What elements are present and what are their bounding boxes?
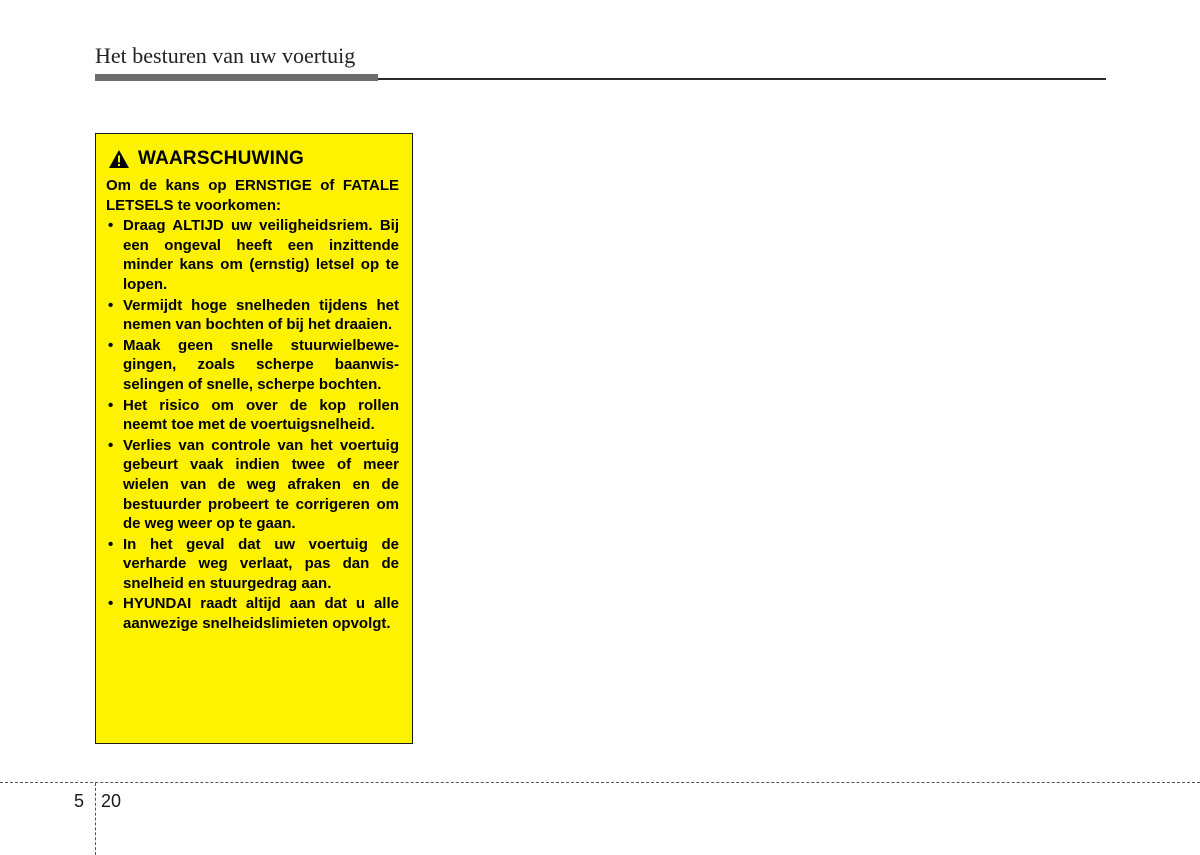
bullet-icon: • <box>108 296 114 314</box>
bullet-icon: • <box>108 595 114 613</box>
warning-title: WAARSCHUWING <box>138 148 304 169</box>
bullet-icon: • <box>108 436 114 454</box>
bullet-icon: • <box>108 217 114 235</box>
page-title: Het besturen van uw voertuig <box>95 43 356 68</box>
list-item <box>106 336 399 395</box>
list-item <box>106 594 399 633</box>
chapter-number: 5 <box>74 791 85 811</box>
list-item <box>106 296 399 335</box>
list-item-text: Maak geen snelle stuurwielbewegingen, zoals scherpe baanwisselingen of snelle, scherpe bochten. <box>123 336 399 393</box>
header-rule-thin <box>378 78 1106 80</box>
footer-dashed-divider <box>95 783 96 855</box>
list-item-text: Draag ALTIJD uw veiligheidsriem. Bij een ongeval heeft een inzittende minder kans om (ernstig) letsel op te lopen. <box>123 217 399 293</box>
bullet-icon: • <box>108 336 114 354</box>
warning-intro: Om de kans op ERNSTIGE of FATALE LETSELS te voorkomen: <box>106 177 399 214</box>
list-item <box>106 396 399 435</box>
warning-triangle-icon <box>108 149 130 169</box>
list-item <box>106 535 399 594</box>
list-item <box>106 216 399 294</box>
list-item <box>106 436 399 534</box>
list-item-text: Het risico om over de kop rollen neemt toe met de voertuigsnelheid. <box>123 396 399 434</box>
list-item-text: HYUNDAI raadt altijd aan dat u alle aanwezige snelheidslimieten opvolgt. <box>123 595 399 633</box>
list-item-text: Verlies van controle van het voertuig gebeurt vaak indien twee of meer wielen van de weg afraken en de bestuurder probeert te corrigeren om de weg weer op te gaan. <box>123 436 399 533</box>
list-item-text: In het geval dat uw voertuig de verharde weg verlaat, pas dan de snelheid en stuurgedrag aan. <box>123 535 399 592</box>
page-number: 20 <box>101 791 122 811</box>
list-item-text: Vermijdt hoge snelheden tijdens het nemen van bochten of bij het draaien. <box>123 296 399 334</box>
warning-header <box>108 146 402 172</box>
warning-box <box>95 133 413 744</box>
bullet-icon: • <box>108 396 114 414</box>
bullet-icon: • <box>108 535 114 553</box>
footer-dashed-rule <box>0 782 1200 783</box>
header-rule-thick <box>95 74 378 81</box>
warning-list <box>106 216 399 633</box>
